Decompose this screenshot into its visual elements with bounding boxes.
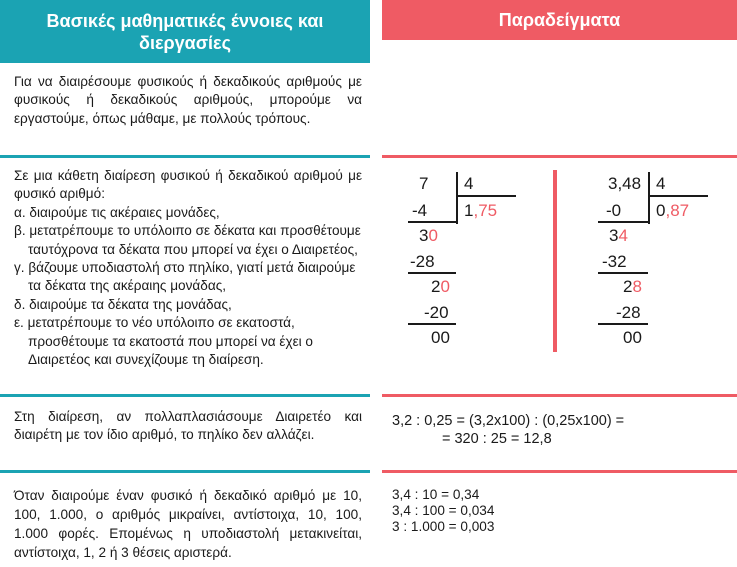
division-1-step: 30 xyxy=(419,226,438,245)
section4-text: Όταν διαιρούμε έναν φυσικό ή δεκαδικό αριθμό με 10, 100, 1.000, ο αριθμός μικραίνει, αντίστοιχα, 10, 100, 1.000 φορές. Επομένως η υποδιαστολή μετακινείται, αντίστοιχα, 1, 2 ή 3 θέσεις αριστερά. xyxy=(14,488,362,560)
section-divider-left xyxy=(0,470,370,473)
division-1-step: 20 xyxy=(431,277,450,296)
division-1-divisor: 4 xyxy=(464,174,474,193)
division-2-divisor-line xyxy=(648,195,708,197)
section1-text: Για να διαιρέσουμε φυσικούς ή δεκαδικούς αριθμούς με φυσικούς ή δεκαδικούς αριθμούς, μπορούμε να εργαστούμε, όπως μάθαμε, με πολλούς τρόπους. xyxy=(14,74,362,126)
division-1-step: -20 xyxy=(424,303,449,322)
division-2-dividend: 3,48 xyxy=(608,174,642,193)
division-2-remainder: 00 xyxy=(623,328,642,347)
division-2-step: -28 xyxy=(616,303,641,322)
division-1-vertical-line xyxy=(456,172,458,224)
section-divider-right xyxy=(382,394,737,397)
section2-item-b: β. μετατρέπουμε το υπόλοιπο σε δέκατα και προσθέτουμε ταυτόχρονα τα δέκατα που μπορεί να έχει ο Διαιρετέος, xyxy=(14,223,361,257)
concepts-header xyxy=(0,0,370,63)
section-divider-right xyxy=(382,155,737,158)
division-2-quotient: 0,87 xyxy=(656,201,690,220)
examples-header-title: Παραδείγματα xyxy=(498,9,621,30)
section2-text-block xyxy=(14,167,362,369)
section-divider-left xyxy=(0,155,370,158)
division-2-step-line xyxy=(598,323,648,325)
division-1-step: -4 xyxy=(412,201,428,220)
division-2-divisor: 4 xyxy=(656,174,666,193)
section-divider-left xyxy=(0,394,370,397)
division-2-step-line xyxy=(598,221,648,223)
section3-example-line1: 3,2 : 0,25 = (3,2x100) : (0,25x100) = xyxy=(392,413,625,429)
section4-example-1: 3,4 : 10 = 0,34 xyxy=(392,487,480,502)
section2-item-e: ε. μετατρέπουμε το νέο υπόλοιπο σε εκατοστά, προσθέτουμε τα εκατοστά που μπορεί να έχει ο Διαιρετέος και συνεχίζουμε τη διαίρεση. xyxy=(14,315,313,368)
division-2-step: 28 xyxy=(623,277,642,296)
section4-example-2: 3,4 : 100 = 0,034 xyxy=(392,503,495,518)
section-divider-right xyxy=(382,470,737,473)
section3-example xyxy=(392,412,624,448)
division-1-step-line xyxy=(408,221,456,223)
section3-example-line2: = 320 : 25 = 12,8 xyxy=(442,431,552,447)
section3-text: Στη διαίρεση, αν πολλαπλασιάσουμε Διαιρετέο και διαιρέτη με τον ίδιο αριθμό, το πηλίκο δεν αλλάζει. xyxy=(14,409,362,443)
section3-text-block xyxy=(14,408,362,445)
concepts-header-title: Βασικές μαθηματικές έννοιες και διεργασίες xyxy=(46,10,324,53)
division-1-quotient: 1,75 xyxy=(464,201,498,220)
division-1-step: -28 xyxy=(410,252,435,271)
section4-example-3: 3 : 1.000 = 0,003 xyxy=(392,519,495,534)
division-1-step-line xyxy=(408,272,456,274)
section2-intro: Σε μια κάθετη διαίρεση φυσικού ή δεκαδικού αριθμού με φυσικό αριθμό: xyxy=(14,168,362,202)
division-1-dividend: 7 xyxy=(419,174,429,193)
section2-item-c: γ. βάζουμε υποδιαστολή στο πηλίκο, γιατί μετά διαιρούμε τα δέκατα της ακέραιης μονάδας, xyxy=(14,260,356,294)
examples-separator-bar xyxy=(553,170,557,352)
examples-header xyxy=(382,0,737,40)
division-1-divisor-line xyxy=(456,195,516,197)
division-2-step-line xyxy=(598,272,648,274)
division-1-step-line xyxy=(408,323,456,325)
division-2-step: -32 xyxy=(602,252,627,271)
section1-text-block xyxy=(14,73,362,128)
section4-examples xyxy=(392,487,494,535)
section2-item-d: δ. διαιρούμε τα δέκατα της μονάδας, xyxy=(14,296,232,312)
division-2-step: -0 xyxy=(606,201,622,220)
section2-item-a: α. διαιρούμε τις ακέραιες μονάδες, xyxy=(14,204,220,220)
section4-text-block xyxy=(14,486,362,562)
division-1-remainder: 00 xyxy=(431,328,450,347)
division-2-vertical-line xyxy=(648,172,650,224)
division-2-step: 34 xyxy=(609,226,628,245)
